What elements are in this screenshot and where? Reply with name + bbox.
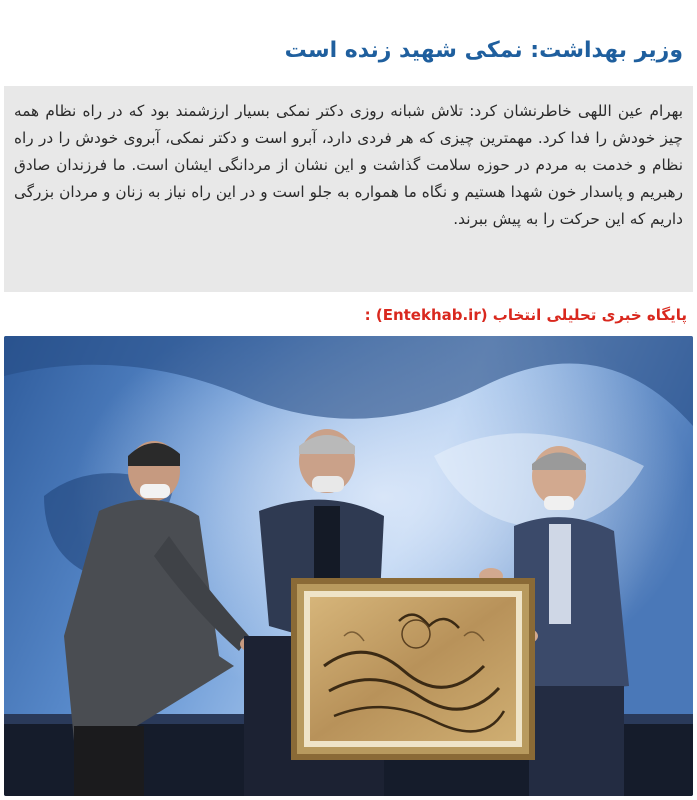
quote-box: [4, 86, 693, 292]
ceremony-photo-illustration: [4, 336, 693, 796]
source-label[interactable]: پایگاه خبری تحلیلی انتخاب (Entekhab.ir) :: [364, 306, 687, 324]
post-headline: وزیر بهداشت: نمکی شهید زنده است: [284, 37, 683, 63]
framed-calligraphy: [291, 578, 535, 760]
quote-text: بهرام عین اللهی خاطرنشان کرد: تلاش شبانه روزی دکتر نمکی بسیار ارزشمند بود که در راه نظام همه چیز خودش را فدا کرد. مهمترین چیزی که هر فردی دارد، آبرو است و دکتر نمکی، آبروی خودش را در راه نظام و خدمت به مردم در حوزه سلامت گذاشت و این نشان از مردانگی ایشان است. ما فرزندان صادق رهبریم و پاسدار خون شهدا هستیم و نگاه ما همواره به جلو است و در این راه نیاز به زنان و مردان بزرگی داریم که این حرکت را به پیش ببرند.: [14, 102, 683, 228]
news-photo: [4, 336, 693, 796]
